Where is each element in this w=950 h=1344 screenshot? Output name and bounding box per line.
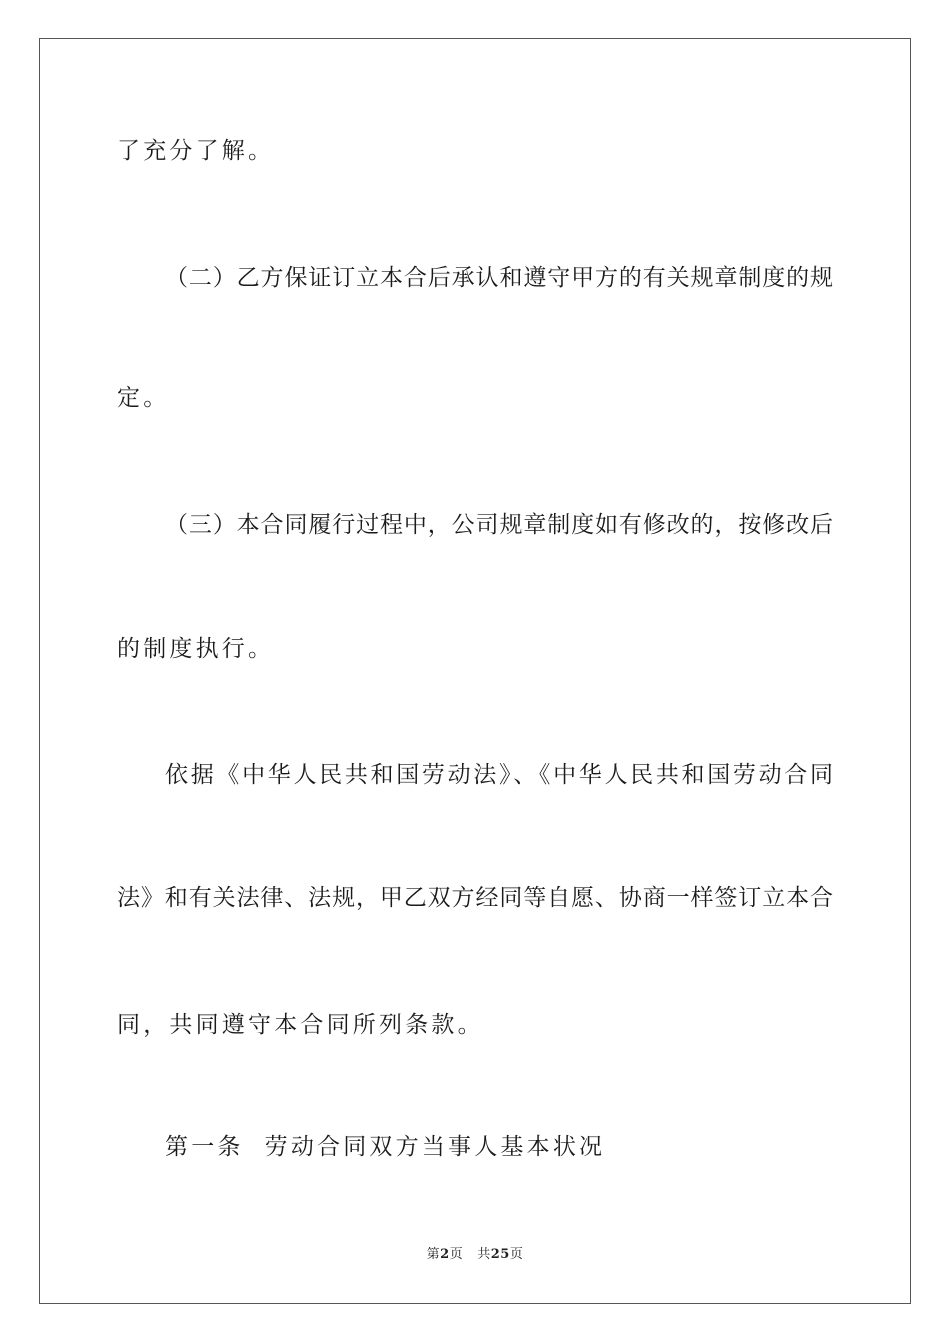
page-footer xyxy=(0,1246,950,1264)
paragraph-line: （三）本合同履行过程中，公司规章制度如有修改的，按修改后 xyxy=(165,512,833,538)
paragraph-line: 法》和有关法律、法规，甲乙双方经同等自愿、协商一样签订立本合 xyxy=(117,885,833,911)
paragraph-line: 同，共同遵守本合同所列条款。 xyxy=(117,1012,484,1038)
paragraph-line: 定。 xyxy=(117,385,170,411)
page-number: 2 xyxy=(440,1247,450,1262)
total-suffix: 页 xyxy=(509,1247,524,1262)
page-border xyxy=(39,38,911,1304)
paragraph-line: 依据《中华人民共和国劳动法》、《中华人民共和国劳动合同 xyxy=(165,762,833,788)
paragraph-line: 了充分了解。 xyxy=(117,138,275,164)
total-pages: 25 xyxy=(490,1247,510,1262)
paragraph-line: 的制度执行。 xyxy=(117,636,275,662)
page-suffix: 页 xyxy=(449,1247,464,1262)
paragraph-line: （二）乙方保证订立本合后承认和遵守甲方的有关规章制度的规 xyxy=(165,265,833,291)
article-heading: 第一条 劳动合同双方当事人基本状况 xyxy=(165,1134,606,1160)
page-prefix: 第 xyxy=(426,1247,441,1262)
total-prefix: 共 xyxy=(477,1247,491,1262)
